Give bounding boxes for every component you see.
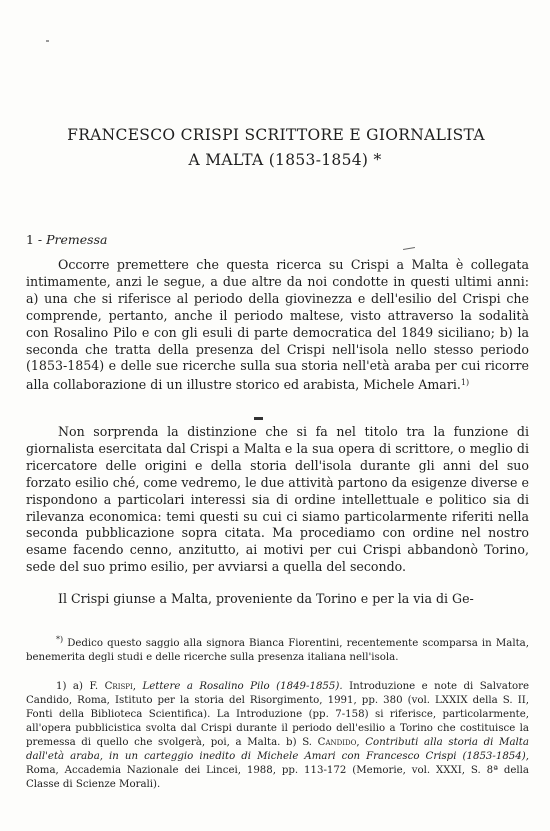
scan-speck — [46, 40, 50, 43]
paragraph-3-text: Il Crispi giunse a Malta, proveniente da Torino e per la via di Ge- — [58, 591, 474, 606]
footnote-star — [26, 633, 529, 665]
paragraph-2 — [26, 424, 529, 576]
paragraph-2-text: Non sorprenda la distinzione che si fa nel titolo tra la funzione di giornalista esercitata dal Crispi a Malta e la sua opera di scrittore, o meglio di ricercatore delle origini e della storia dell'isola durante gli anni del suo forzato esilio ché, come vedremo, le due attività partono da esigenze diverse e rispondono a particolari interessi sia di ordine intellettuale e politico sia di rilevanza economica: temi questi su cui ci siamo particolarmente riferiti nella seconda pubblicazione sopra citata. Ma procediamo con ordine nel nostro esame facendo cenno, anzitutto, ai motivi per cui Crispi abbandonò Torino, sede del suo primo esilio, per avviarsi a quella del secondo. — [26, 424, 529, 575]
section-title: Premessa — [46, 232, 108, 247]
footnote-1-author-b: S. Candido, — [302, 737, 360, 748]
footnote-1-author-a: F. Crispi, — [89, 681, 136, 692]
paragraph-1-text: Occorre premettere che questa ricerca su Crispi a Malta è collegata intimamente, anzi le segue, a due altre da noi condotte in questi ultimi anni: a) una che si riferisce al periodo della giovinezza e dell'esilio del Crispi che comprende, pertanto, anche il periodo maltese, visto attraverso la sodalità con Rosalino Pilo e con gli esuli di parte democratica del 1849 siciliano; b) la seconda che tratta della presenza del Crispi nell'isola nello stesso periodo (1853-1854) e delle sue ricerche sulla sua storia nell'età araba per cui ricorre alla collaborazione di un illustre storico ed arabista, Michele Amari. — [26, 257, 529, 393]
scan-speck — [254, 416, 264, 422]
section-number: 1 - — [26, 232, 43, 247]
title-line-1: FRANCESCO CRISPI SCRITTORE E GIORNALISTA — [67, 126, 485, 144]
paragraph-1 — [26, 257, 529, 394]
footnote-1-text-a: Introduzione e note di Salvatore Candido, Roma, Istituto per la storia del Risorgimento, 1991, pp. 380 (vol. LXXIX della S. II, Fonti della Biblioteca Scientifica). La Introduzione (pp. 7-158) si riferisce, particolarmente, all'opera pubblicistica svolta dal Crispi durante il periodo dell'esilio a Torino che costituisce la premessa di quello che svolgerà, poi, a Malta. b) — [26, 681, 529, 748]
title-line-2: A MALTA (1853-1854) * — [188, 151, 382, 169]
scan-speck — [403, 245, 419, 251]
footnote-1-mark: 1) a) — [56, 681, 83, 692]
footnote-star-mark: *) — [56, 635, 64, 644]
footnote-1-title-a: Lettere a Rosalino Pilo (1849-1855). — [142, 681, 343, 692]
footnote-star-text: Dedico questo saggio alla signora Bianca Fiorentini, recentemente scomparsa in Malta, benemerita degli studi e delle ricerche sulla presenza italiana nell'isola. — [26, 638, 529, 663]
paragraph-3 — [26, 591, 529, 608]
footnote-1 — [26, 680, 529, 792]
article-title — [30, 123, 522, 173]
section-heading — [26, 232, 107, 247]
footnote-ref-1: 1) — [460, 378, 470, 388]
footnote-1-text-b: Roma, Accademia Nazionale dei Lincei, 1988, pp. 113-172 (Memorie, vol. XXXI, S. 8ª della Classe di Scienze Morali). — [26, 765, 529, 790]
footnote-1-title-b: Contributi alla storia di Malta dall'età araba, in un carteggio inedito di Michele Amari con Francesco Crispi (1853-1854), — [26, 737, 529, 762]
